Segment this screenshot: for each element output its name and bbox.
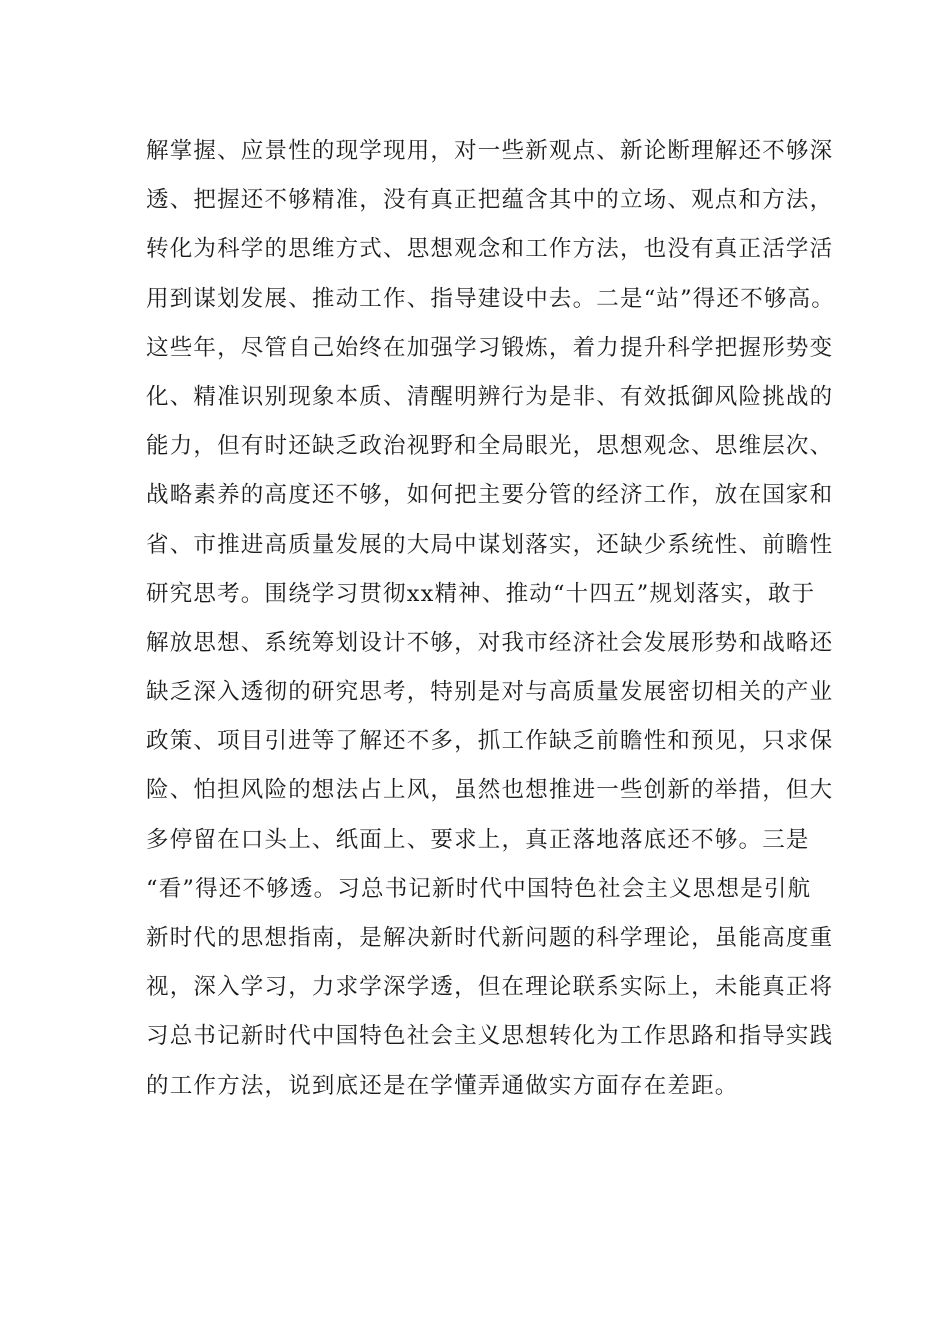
text-line-20: 的工作方法，说到底还是在学懂弄通做实方面存在差距。 xyxy=(146,1072,739,1099)
text-line-17: 新时代的思想指南，是解决新时代新问题的科学理论，虽能高度重 xyxy=(146,925,834,951)
text-line-4: 用到谋划发展、推动工作、指导建设中去。二是“站”得还不够高。 xyxy=(146,285,836,312)
text-line-3: 转化为科学的思维方式、思想观念和工作方法，也没有真正活学活 xyxy=(146,236,834,263)
text-line-1: 解掌握、应景性的现学现用，对一些新观点、新论断理解还不够深 xyxy=(146,138,834,164)
text-line-16: “看”得还不够透。习总书记新时代中国特色社会主义思想是引航 xyxy=(146,875,812,902)
text-line-6: 化、精准识别现象本质、清醒明辨行为是非、有效抵御风险挑战的 xyxy=(146,383,834,410)
text-line-13: 政策、项目引进等了解还不多，抓工作缺乏前瞻性和预见，只求保 xyxy=(146,728,834,755)
text-line-12: 缺乏深入透彻的研究思考，特别是对与高质量发展密切相关的产业 xyxy=(146,679,834,706)
text-line-7: 能力，但有时还缺乏政治视野和全局眼光，思想观念、思维层次、 xyxy=(146,433,834,460)
text-line-2: 透、把握还不够精准，没有真正把蕴含其中的立场、观点和方法， xyxy=(146,187,834,214)
text-line-19: 习总书记新时代中国特色社会主义思想转化为工作思路和指导实践 xyxy=(146,1023,834,1050)
text-line-9: 省、市推进高质量发展的大局中谋划落实，还缺少系统性、前瞻性 xyxy=(146,531,834,558)
body-paragraph xyxy=(146,127,836,1111)
text-line-14: 险、怕担风险的想法占上风，虽然也想推进一些创新的举措，但大 xyxy=(146,777,834,804)
text-line-5: 这些年，尽管自己始终在加强学习锻炼，着力提升科学把握形势变 xyxy=(146,334,834,361)
text-line-18: 视，深入学习，力求学深学透，但在理论联系实际上，未能真正将 xyxy=(146,974,834,1001)
text-line-10: 研究思考。围绕学习贯彻xx精神、推动“十四五”规划落实，敢于 xyxy=(146,580,816,607)
text-line-11: 解放思想、系统筹划设计不够，对我市经济社会发展形势和战略还 xyxy=(146,629,834,656)
text-line-8: 战略素养的高度还不够，如何把主要分管的经济工作，放在国家和 xyxy=(146,482,834,509)
text-line-15: 多停留在口头上、纸面上、要求上，真正落地落底还不够。三是 xyxy=(146,826,810,853)
